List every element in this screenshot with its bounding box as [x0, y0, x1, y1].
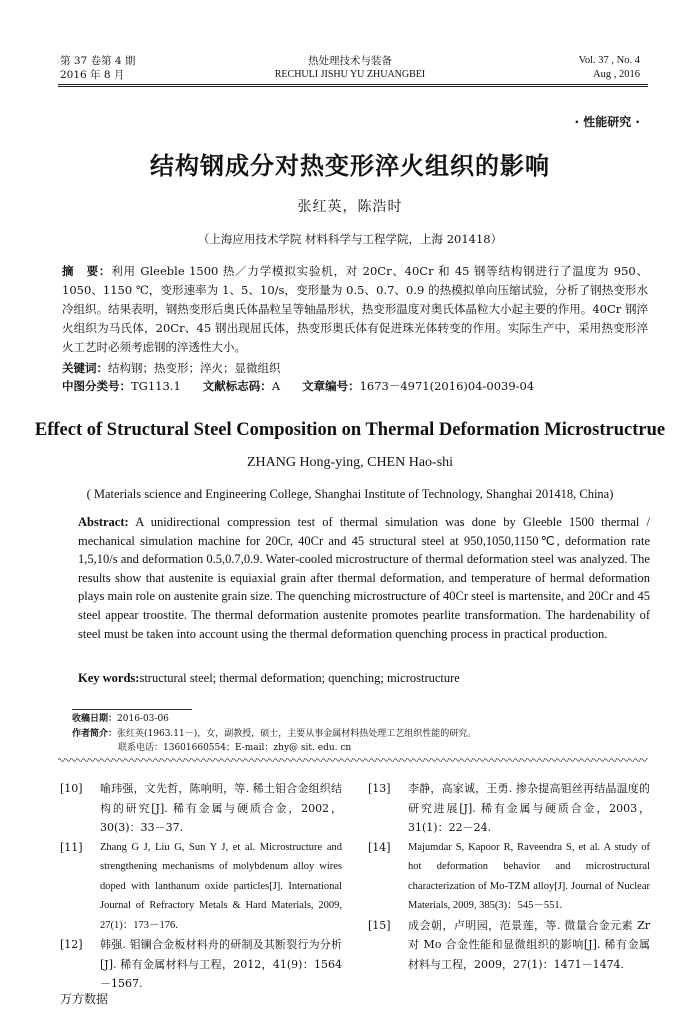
header-rule-2: [58, 86, 648, 87]
abstract-en-label: Abstract:: [78, 515, 129, 529]
volume-issue-en: Vol. 37 , No. 4: [578, 55, 640, 66]
paper-title-cn: 结构钢成分对热变形淬火组织的影响: [150, 152, 550, 180]
reference-item: [368, 916, 650, 975]
paper-title-en: Effect of Structural Steel Composition on Thermal Deformation Microstructrue: [34, 420, 666, 440]
affiliation-en: ( Materials science and Engineering College, Shanghai Institute of Technology, Shanghai 201418, China): [86, 487, 614, 501]
article-no-value: 1673－4971(2016)04-0039-04: [359, 379, 535, 393]
reference-number: [11]: [60, 840, 83, 854]
journal-title-pinyin: RECHULI JISHU YU ZHUANGBEI: [274, 69, 426, 80]
abstract-cn-label: 摘 要：: [62, 264, 112, 278]
reference-number: [15]: [368, 918, 391, 932]
keywords-cn-text: 结构钢；热变形；淬火；显微组织: [108, 361, 281, 375]
issue-date: 2016 年 8 月: [60, 69, 125, 81]
issue-date-en: Aug , 2016: [593, 69, 640, 80]
reference-item: [60, 838, 342, 936]
received-date: [72, 713, 169, 726]
article-no-label: 文章编号：: [302, 379, 360, 393]
doc-code-label: 文献标志码：: [202, 379, 272, 393]
keywords-cn-label: 关键词：: [62, 361, 108, 375]
doc-code-value: A: [271, 379, 281, 393]
classification-line: [62, 377, 662, 395]
reference-item: [368, 779, 650, 838]
author-bio: [72, 728, 476, 741]
clc-label: 中图分类号：: [62, 379, 131, 393]
journal-issue-en: [579, 54, 640, 82]
keywords-en-text: structural steel; thermal deformation; quenching; microstructure: [139, 671, 460, 685]
reference-text: Zhang G J, Liu G, Sun Y J, et al. Microstructure and strengthening mechanisms of molybdenum alloy wires doped with lanthanum oxide particles[J]. International Journal of Refractory Metals & Hard Materials, 2009, 27(1)：173－176.: [100, 841, 342, 931]
abstract-cn: [62, 262, 648, 357]
keywords-cn: [62, 359, 648, 377]
references-left: [60, 779, 342, 994]
reference-text: 韩强. 钼镧合金板材料舟的研制及其断裂行为分析[J]. 稀有金属材料与工程，2012，41(9)：1564－1567.: [100, 938, 342, 990]
reference-item: [60, 779, 342, 838]
reference-number: [13]: [368, 782, 391, 795]
references-right: [368, 779, 650, 974]
section-tag: · 性能研究 ·: [574, 115, 640, 129]
authors-en: ZHANG Hong-ying, CHEN Hao-shi: [246, 455, 454, 470]
keywords-en: [78, 669, 650, 687]
abstract-cn-text: 利用 Gleeble 1500 热／力学模拟实验机，对 20Cr、40Cr 和 45 钢等结构钢进行了温度为 950、1050、1150 ℃，变形速率为 1、5、10/s，变形量为 0.5、0.7、0.9 的热模拟单向压缩试验，分析了钢热变形水冷组织。结果表明，钢热变形后奥氏体晶粒呈等轴晶形状，热变形温度对奥氏体晶粒大小起主要的作用。40Cr 钢淬火组织为马氏体，20Cr、45 钢出现屈氏体，热变形奥氏体有促进珠光体转变的作用。实际生产中，采用热变形淬火工艺时必须考虑钢的淬透性大小。: [62, 264, 649, 354]
abstract-en: [78, 513, 650, 643]
wavy-divider: [58, 757, 648, 763]
authors-cn: 张红英，陈浩时: [297, 199, 403, 215]
author-bio-label: 作者简介：: [72, 729, 118, 739]
journal-title-cn: 热处理技术与装备: [308, 55, 392, 67]
reference-number: [10]: [60, 782, 83, 795]
footnote-rule: [72, 709, 192, 710]
reference-item: [368, 838, 650, 916]
abstract-en-text: A unidirectional compression test of thermal simulation was done by Gleeble 1500 thermal / mechanical simulation machine for 20Cr, 40Cr and 45 structural steel at 950,1050,1150℃, deformation rate 1,5,10/s and deformation 0.5,0.7,0.9. Water-cooled microstructure of thermal deformation steel was analyzed. The results show that austenite is equiaxial grain after thermal deformation, and temperature of hermal deformation plays main role on austenite grain size. The quenching microstructure of 40Cr steel is martensite, and 20Cr and 45 steel appear troostite. The thermal deformation austenite promotes pearlite transformation. The hardenability of steel must be taken into account using the thermal deformation quenching process in practical production.: [78, 515, 650, 641]
keywords-en-label: Key words:: [78, 671, 140, 685]
reference-text: Majumdar S, Kapoor R, Raveendra S, et al. A study of hot deformation behavior and microstructural characterization of Mo-TZM alloy[J]. Journal of Nuclear Materials, 2009, 385(3)：545－551.: [408, 841, 650, 911]
reference-text: 喻玮强，文先哲，陈响明，等. 稀土钼合金组织结构的研究[J]. 稀有金属与硬质合金，2002，30(3)：33－37.: [100, 782, 342, 834]
reference-number: [14]: [368, 840, 391, 854]
clc-value: TG113.1: [131, 379, 181, 393]
volume-issue: 第 37 卷第 4 期: [60, 55, 136, 67]
header-rule: [58, 84, 648, 85]
footer-watermark: 万方数据: [60, 992, 109, 1006]
received-value: 2016-03-06: [117, 714, 169, 724]
contact-info: 联系电话：13601660554；E-mail：zhy@ sit. edu. cn: [118, 743, 352, 753]
author-bio-text: 张红英(1963.11－)，女，副教授，硕士，主要从事金属材料热处理工艺组织性能的研究。: [117, 729, 477, 739]
reference-text: 李静，高家诚，王勇. 掺杂提高钼丝再结晶温度的研究进展[J]. 稀有金属与硬质合金，2003，31(1)：22－24.: [408, 782, 650, 834]
reference-item: [60, 935, 342, 994]
reference-number: [12]: [60, 938, 83, 951]
affiliation-cn: （上海应用技术学院 材料科学与工程学院，上海 201418）: [197, 232, 503, 246]
received-label: 收稿日期：: [72, 714, 118, 724]
reference-text: 成会朝，卢明园，范景莲，等. 微量合金元素 Zr 对 Mo 合金性能和显微组织的影响[J]. 稀有金属材料与工程，2009，27(1)：1471－1474.: [408, 918, 650, 971]
